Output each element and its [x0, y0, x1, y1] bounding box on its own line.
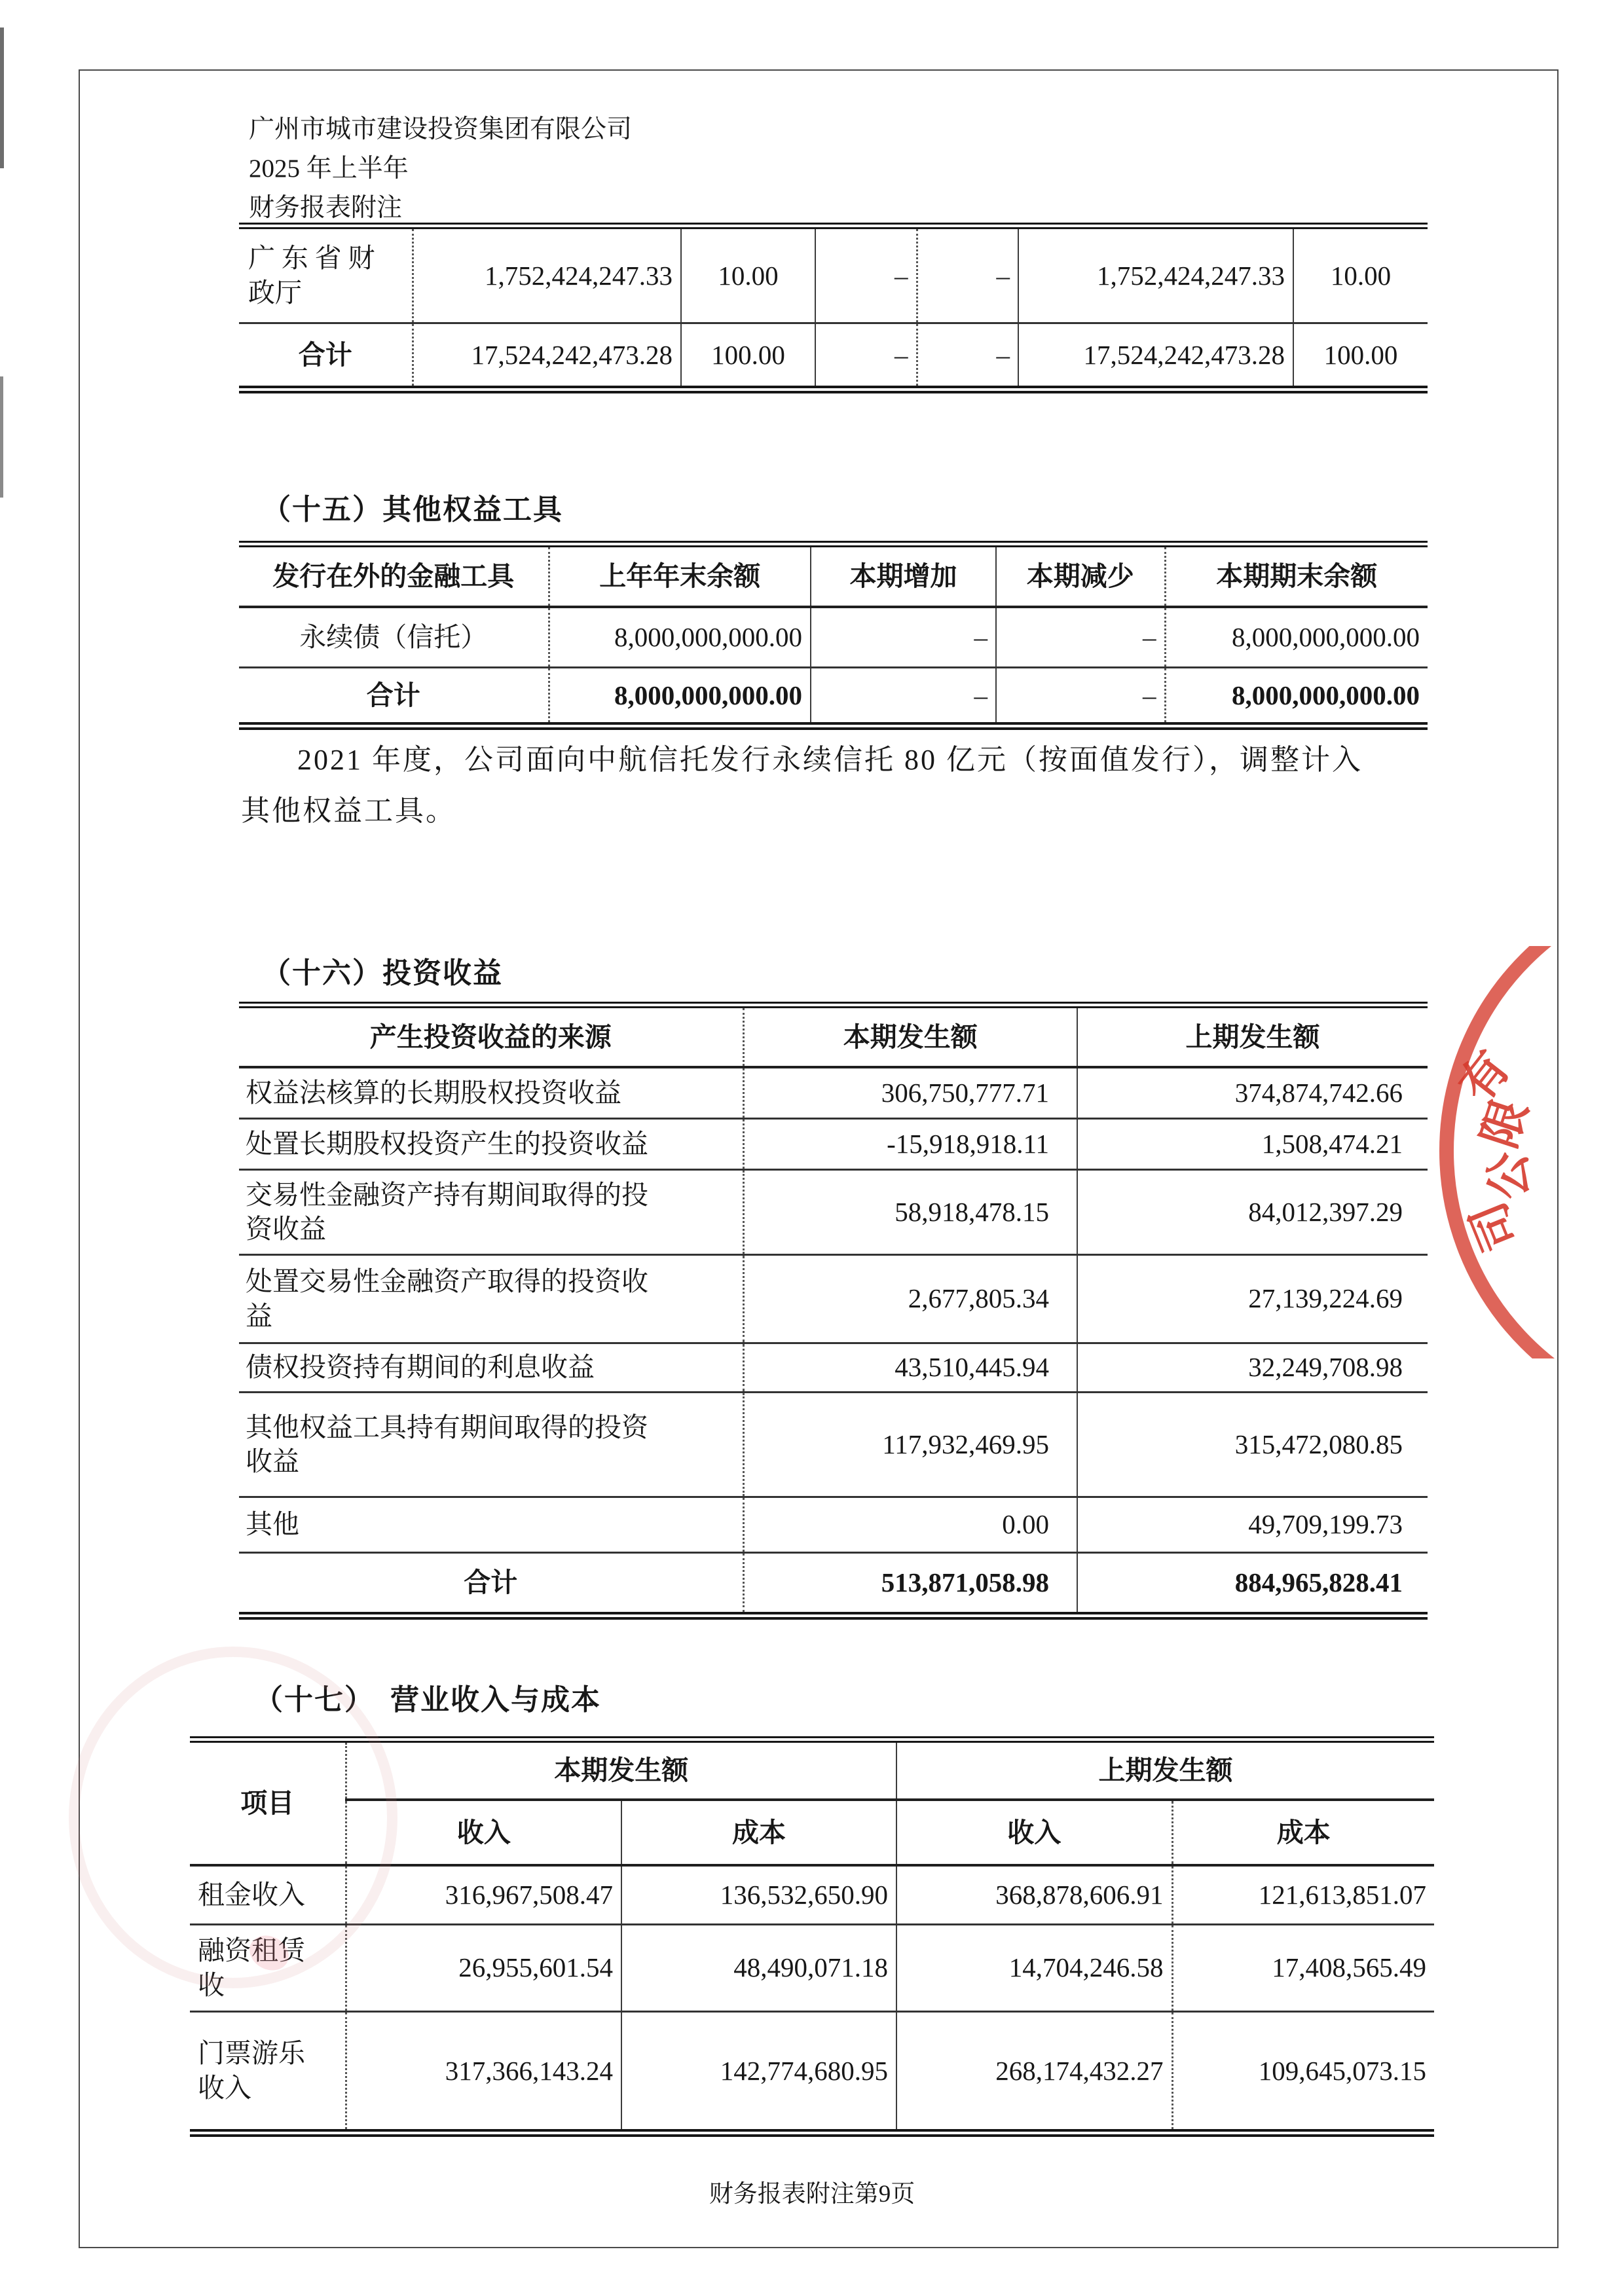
note-paragraph: 2021 年度，公司面向中航信托发行永续信托 80 亿元（按面值发行），调整计入其他权益工具。: [241, 744, 1363, 827]
cell-value: 374,874,742.66: [1077, 1067, 1428, 1118]
cell-value: 109,645,073.15: [1172, 2011, 1434, 2133]
cell-value: 10.00: [681, 226, 815, 323]
table-row: [239, 323, 1428, 390]
table-header-row: [239, 544, 1428, 607]
cell-value: –: [811, 607, 996, 667]
column-header: 本期期末余额: [1165, 544, 1428, 607]
table-row: [239, 1169, 1428, 1254]
row-label: 债权投资持有期间的利息收益: [239, 1343, 743, 1392]
doc-type: 财务报表附注: [249, 194, 403, 222]
table-row: [239, 1254, 1428, 1343]
row-label: 合计: [239, 667, 549, 726]
row-label: 合计: [239, 323, 413, 390]
cell-value: -15,918,918.11: [743, 1118, 1077, 1169]
row-label: 处置交易性金融资产取得的投资收益: [239, 1254, 743, 1343]
section-16-title: （十六）投资收益: [262, 957, 503, 989]
company-name: 广州市城市建设投资集团有限公司: [249, 115, 633, 143]
cell-value: –: [996, 667, 1165, 726]
cell-value: 306,750,777.71: [743, 1067, 1077, 1118]
column-header: 产生投资收益的来源: [239, 1005, 743, 1067]
row-label: 广东省财政厅: [239, 226, 413, 323]
column-group-header: 上期发生额: [896, 1740, 1434, 1800]
column-header: 本期增加: [811, 544, 996, 607]
cell-value: 2,677,805.34: [743, 1254, 1077, 1343]
seal-char: 司: [1461, 1195, 1528, 1258]
column-header: 上年年末余额: [549, 544, 811, 607]
table-row: [239, 667, 1428, 726]
faint-stamp-impression: [69, 1647, 397, 1988]
table-header-row: [239, 1005, 1428, 1067]
column-header: 本期减少: [996, 544, 1165, 607]
report-period: 2025 年上半年: [249, 155, 409, 183]
cell-value: –: [917, 226, 1018, 323]
row-label: 处置长期股权投资产生的投资收益: [239, 1118, 743, 1169]
section-17-title: （十七） 营业收入与成本: [254, 1684, 601, 1716]
cell-value: 513,871,058.98: [743, 1552, 1077, 1616]
cell-value: 268,174,432.27: [896, 2011, 1172, 2133]
cell-value: 315,472,080.85: [1077, 1392, 1428, 1497]
cell-value: 14,704,246.58: [896, 1924, 1172, 2011]
cell-value: –: [815, 226, 917, 323]
cell-value: 100.00: [681, 323, 815, 390]
cell-value: 317,366,143.24: [346, 2011, 621, 2133]
column-header: 收入: [346, 1800, 621, 1865]
investment-income-table: [239, 1002, 1428, 1620]
cell-value: 17,408,565.49: [1172, 1924, 1434, 2011]
cell-value: 48,490,071.18: [621, 1924, 896, 2011]
column-header: 项目: [190, 1740, 346, 1865]
table-row: [239, 1497, 1428, 1552]
cell-value: 8,000,000,000.00: [549, 667, 811, 726]
cell-value: 27,139,224.69: [1077, 1254, 1428, 1343]
cell-value: 100.00: [1293, 323, 1428, 390]
shareholder-continuation-table: [239, 223, 1428, 393]
column-header: 成本: [621, 1800, 896, 1865]
row-label: 合计: [239, 1552, 743, 1616]
table-row: [239, 226, 1428, 323]
document-header: [249, 110, 632, 228]
column-header: 成本: [1172, 1800, 1434, 1865]
other-equity-instruments-table: [239, 541, 1428, 730]
table-row: [239, 1343, 1428, 1392]
cell-value: –: [917, 323, 1018, 390]
column-header: 发行在外的金融工具: [239, 544, 549, 607]
row-label: 租金收入: [190, 1865, 346, 1924]
row-label: 交易性金融资产持有期间取得的投资收益: [239, 1169, 743, 1254]
scan-edge-artifact: [0, 376, 3, 498]
cell-value: –: [815, 323, 917, 390]
cell-value: 121,613,851.07: [1172, 1865, 1434, 1924]
column-header: 收入: [896, 1800, 1172, 1865]
cell-value: 117,932,469.95: [743, 1392, 1077, 1497]
table-row: [239, 1067, 1428, 1118]
cell-value: 368,878,606.91: [896, 1865, 1172, 1924]
column-header: 上期发生额: [1077, 1005, 1428, 1067]
table-row: [239, 1118, 1428, 1169]
cell-value: 8,000,000,000.00: [1165, 667, 1428, 726]
table-row: [239, 1392, 1428, 1497]
table-row: [239, 607, 1428, 667]
column-header: 本期发生额: [743, 1005, 1077, 1067]
cell-value: –: [996, 607, 1165, 667]
cell-value: 43,510,445.94: [743, 1343, 1077, 1392]
section-15-title: （十五）其他权益工具: [262, 494, 563, 526]
cell-value: 32,249,708.98: [1077, 1343, 1428, 1392]
cell-value: 142,774,680.95: [621, 2011, 896, 2133]
cell-value: 84,012,397.29: [1077, 1169, 1428, 1254]
table-row: [190, 1924, 1434, 2011]
table-row: [239, 1552, 1428, 1616]
row-label: 权益法核算的长期股权投资收益: [239, 1067, 743, 1118]
cell-value: 316,967,508.47: [346, 1865, 621, 1924]
cell-value: 10.00: [1293, 226, 1428, 323]
table-row: [190, 2011, 1434, 2133]
scan-edge-artifact: [0, 27, 4, 168]
row-label: 其他权益工具持有期间取得的投资收益: [239, 1392, 743, 1497]
cell-value: 884,965,828.41: [1077, 1552, 1428, 1616]
row-label: 永续债（信托）: [239, 607, 549, 667]
column-group-header: 本期发生额: [346, 1740, 896, 1800]
cell-value: 1,508,474.21: [1077, 1118, 1428, 1169]
page-footer: 财务报表附注第9页: [709, 2181, 915, 2208]
seal-char: 有: [1449, 1042, 1521, 1112]
cell-value: 26,955,601.54: [346, 1924, 621, 2011]
cell-value: 49,709,199.73: [1077, 1497, 1428, 1552]
cell-value: 8,000,000,000.00: [549, 607, 811, 667]
cell-value: 8,000,000,000.00: [1165, 607, 1428, 667]
row-label: 门票游乐收入: [190, 2011, 346, 2133]
seal-char: 公: [1482, 1151, 1537, 1201]
cell-value: 58,918,478.15: [743, 1169, 1077, 1254]
row-label: 其他: [239, 1497, 743, 1552]
cell-value: 136,532,650.90: [621, 1865, 896, 1924]
cell-value: 1,752,424,247.33: [1018, 226, 1293, 323]
cell-value: 17,524,242,473.28: [413, 323, 681, 390]
cell-value: 0.00: [743, 1497, 1077, 1552]
cell-value: 17,524,242,473.28: [1018, 323, 1293, 390]
cell-value: 1,752,424,247.33: [413, 226, 681, 323]
row-label: 融资租赁收: [190, 1924, 346, 2011]
cell-value: –: [811, 667, 996, 726]
seal-char: 限: [1473, 1093, 1538, 1154]
